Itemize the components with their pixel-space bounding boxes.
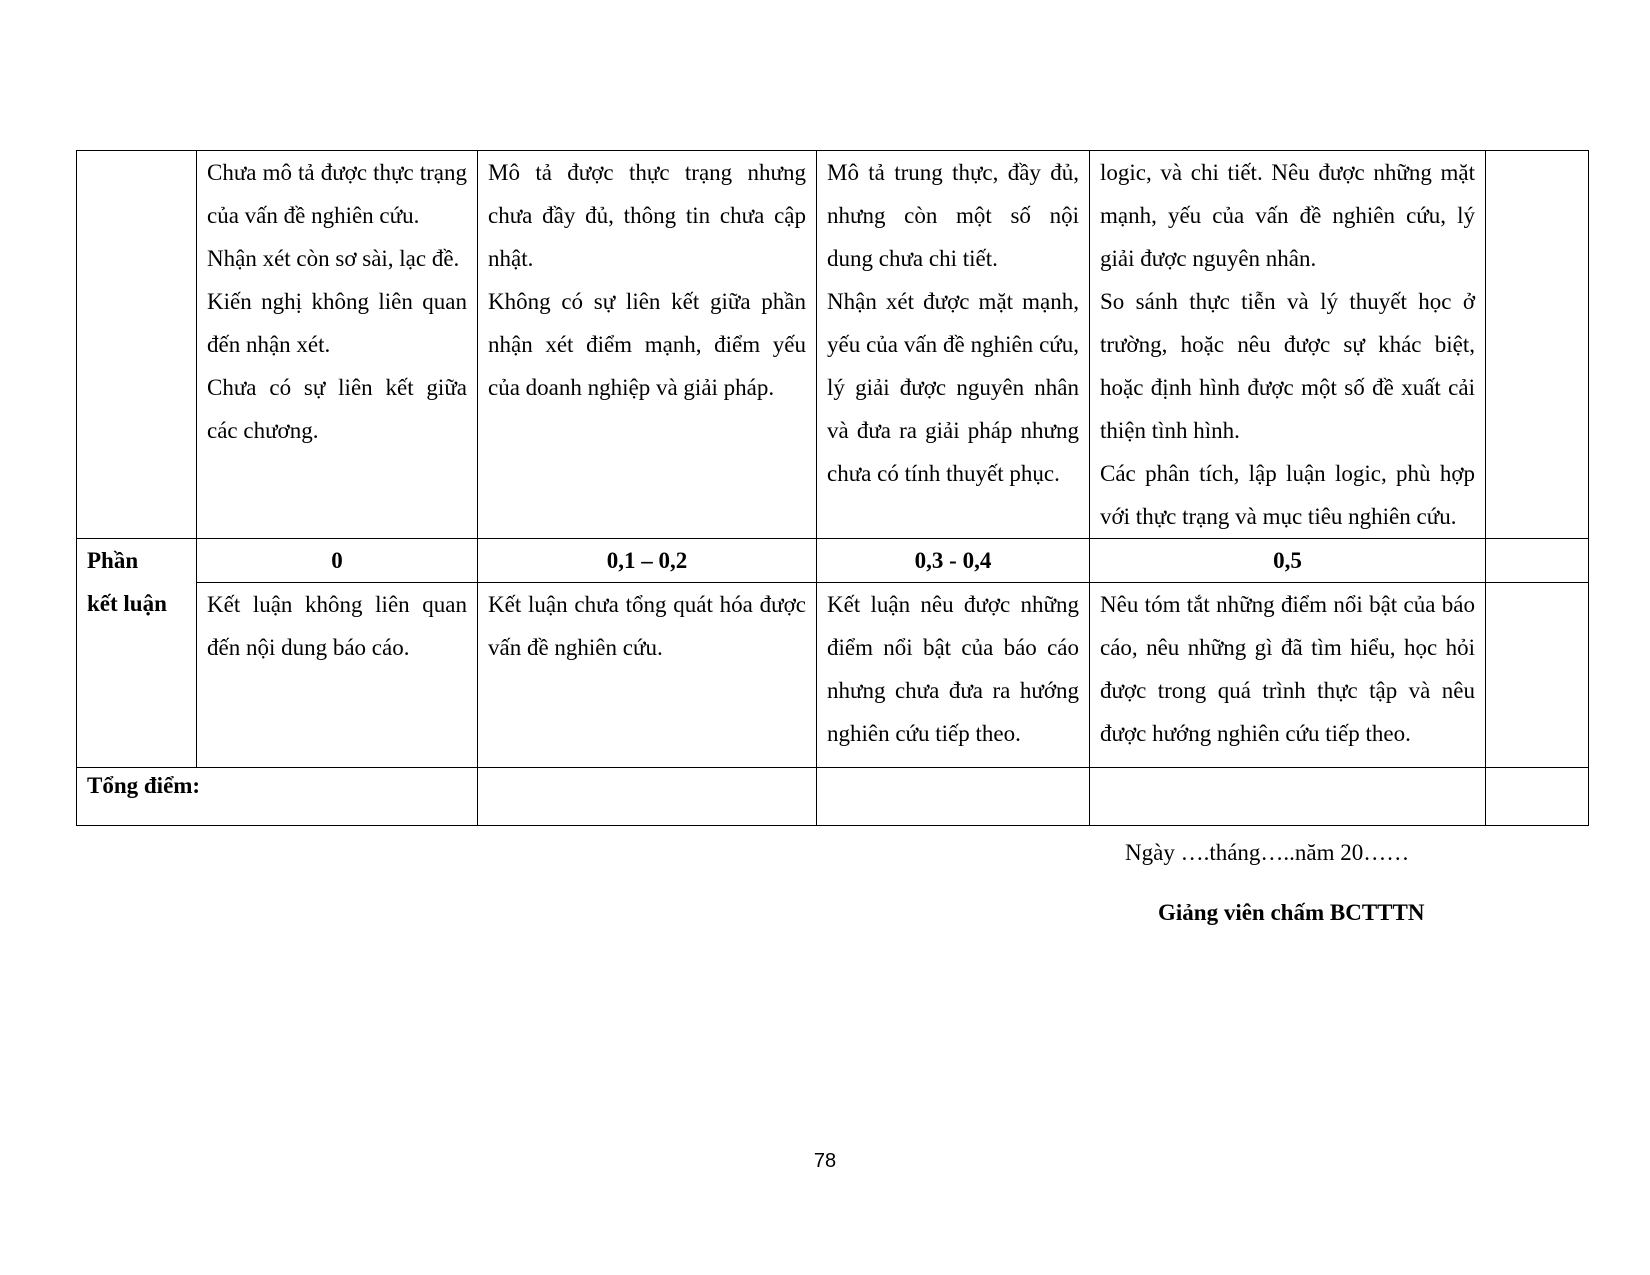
signer-title: Giảng viên chấm BCTTTN	[1158, 900, 1425, 925]
conclusion-level-0: Kết luận không liên quan đến nội dung báo cáo.	[197, 583, 478, 768]
conclusion-label-line2: kết luận	[87, 591, 167, 616]
conclusion-level-1: Kết luận chưa tổng quát hóa được vấn đề nghiên cứu.	[478, 583, 817, 768]
level-3-description	[1090, 151, 1486, 539]
paragraph: Chưa có sự liên kết giữa các chương.	[207, 375, 467, 443]
paragraph: So sánh thực tiễn và lý thuyết học ở trường, hoặc nêu được sự khác biệt, hoặc định hình được một số đề xuất cải thiện tình hình.	[1100, 289, 1475, 443]
score-cell-empty	[1486, 539, 1589, 583]
criteria-label-cell-empty	[77, 151, 197, 539]
score-level-1: 0,1 – 0,2	[478, 539, 817, 583]
table-row-conclusion	[77, 583, 1589, 768]
table-row-conclusion-scores	[77, 539, 1589, 583]
page-number: 78	[813, 1150, 837, 1172]
date-line: Ngày ….tháng…..năm 20……	[1125, 840, 1410, 865]
level-0-description	[197, 151, 478, 539]
level-2-description	[817, 151, 1090, 539]
paragraph: Nhận xét còn sơ sài, lạc đề.	[207, 246, 460, 271]
score-level-0: 0	[197, 539, 478, 583]
paragraph: Mô tả trung thực, đầy đủ, nhưng còn một số nội dung chưa chi tiết.	[827, 160, 1079, 271]
conclusion-level-2: Kết luận nêu được những điểm nổi bật của báo cáo nhưng chưa đưa ra hướng nghiên cứu tiếp theo.	[817, 583, 1090, 768]
paragraph: Chưa mô tả được thực trạng của vấn đề nghiên cứu.	[207, 160, 467, 228]
total-cell-empty	[478, 768, 817, 826]
total-cell-empty	[1486, 768, 1589, 826]
rubric-table	[76, 150, 1589, 826]
total-cell-empty	[817, 768, 1090, 826]
level-1-description	[478, 151, 817, 539]
total-cell-empty	[1090, 768, 1486, 826]
table-row-total	[77, 768, 1589, 826]
total-label: Tổng điểm:	[77, 768, 478, 826]
score-cell-empty	[1486, 583, 1589, 768]
score-cell-empty	[1486, 151, 1589, 539]
score-level-3: 0,5	[1090, 539, 1486, 583]
score-level-2: 0,3 - 0,4	[817, 539, 1090, 583]
conclusion-level-3: Nêu tóm tắt những điểm nổi bật của báo cáo, nêu những gì đã tìm hiểu, học hỏi được trong quá trình thực tập và nêu được hướng nghiên cứu tiếp theo.	[1090, 583, 1486, 768]
paragraph: Nhận xét được mặt mạnh, yếu của vấn đề nghiên cứu, lý giải được nguyên nhân và đưa ra giải pháp nhưng chưa có tính thuyết phục.	[827, 289, 1079, 486]
paragraph: Không có sự liên kết giữa phần nhận xét điểm mạnh, điểm yếu của doanh nghiệp và giải pháp.	[488, 289, 806, 400]
conclusion-label-line1: Phần	[87, 548, 139, 573]
conclusion-label-cell	[77, 539, 197, 768]
paragraph: Kiến nghị không liên quan đến nhận xét.	[207, 289, 467, 357]
paragraph: Các phân tích, lập luận logic, phù hợp với thực trạng và mục tiêu nghiên cứu.	[1100, 461, 1475, 529]
paragraph: Mô tả được thực trạng nhưng chưa đầy đủ, thông tin chưa cập nhật.	[488, 160, 806, 271]
paragraph: logic, và chi tiết. Nêu được những mặt mạnh, yếu của vấn đề nghiên cứu, lý giải được nguyên nhân.	[1100, 160, 1475, 271]
table-row-continued	[77, 151, 1589, 539]
